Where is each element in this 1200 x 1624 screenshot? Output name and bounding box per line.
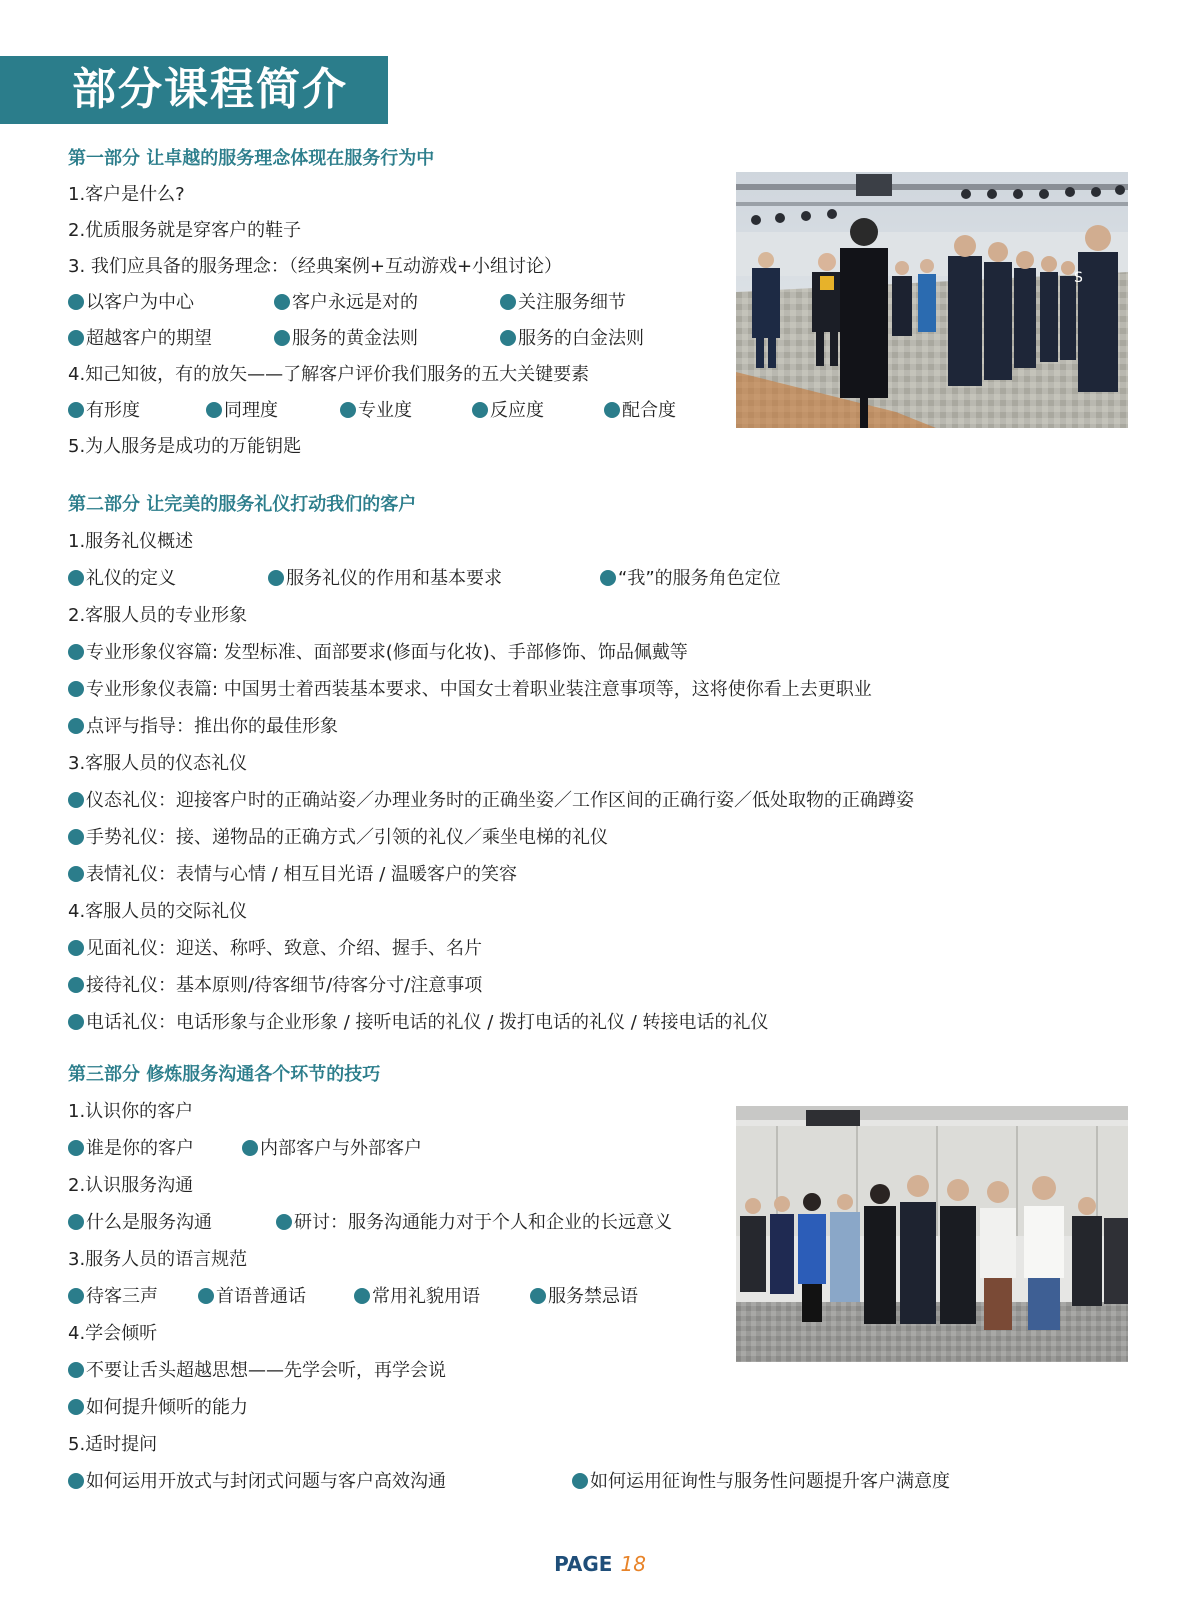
bullet-dot-icon xyxy=(68,1473,84,1489)
bullet-dot-icon xyxy=(274,330,290,346)
part3-bullet: 服务禁忌语 xyxy=(530,1284,638,1310)
part2-line-2: 2.客服人员的专业形象 xyxy=(68,605,248,626)
part2-bullet: 专业形象仪表篇: 中国男士着西装基本要求、中国女士着职业装注意事项等，这将使你看上去更职业 xyxy=(68,677,872,703)
part2-bullet: 专业形象仪容篇: 发型标准、面部要求(修面与化妆)、手部修饰、饰品佩戴等 xyxy=(68,640,688,666)
bullet-dot-icon xyxy=(68,1362,84,1378)
part3-line-4: 4.学会倾听 xyxy=(68,1323,158,1344)
part3-bullet: 待客三声 xyxy=(68,1284,158,1310)
part3-line-3: 3.服务人员的语言规范 xyxy=(68,1249,248,1270)
part3-bullet: 如何提升倾听的能力 xyxy=(68,1395,248,1421)
part1-bullet: 服务的黄金法则 xyxy=(274,326,418,352)
bullet-dot-icon xyxy=(276,1214,292,1230)
part3-bullet: 研讨：服务沟通能力对于个人和企业的长远意义 xyxy=(276,1210,672,1236)
bullet-dot-icon xyxy=(206,402,222,418)
bullet-dot-icon xyxy=(68,718,84,734)
part1-bullet: 专业度 xyxy=(340,398,412,424)
bullet-dot-icon xyxy=(68,829,84,845)
banner-title: 部分课程简介 xyxy=(72,64,348,115)
bullet-dot-icon xyxy=(472,402,488,418)
part3-line-2: 2.认识服务沟通 xyxy=(68,1175,194,1196)
bullet-dot-icon xyxy=(340,402,356,418)
part1-bullet: 超越客户的期望 xyxy=(68,326,212,352)
part1-bullet: 关注服务细节 xyxy=(500,290,626,316)
bullet-dot-icon xyxy=(68,977,84,993)
part1-bullet: 配合度 xyxy=(604,398,676,424)
part1-bullet: 客户永远是对的 xyxy=(274,290,418,316)
part2-bullet: 礼仪的定义 xyxy=(68,566,176,592)
bullet-dot-icon xyxy=(572,1473,588,1489)
part2-heading: 第二部分 让完美的服务礼仪打动我们的客户 xyxy=(68,494,417,515)
bullet-dot-icon xyxy=(68,402,84,418)
part1-line-3: 3. 我们应具备的服务理念：（经典案例+互动游戏+小组讨论） xyxy=(68,256,563,277)
bullet-dot-icon xyxy=(604,402,620,418)
bullet-dot-icon xyxy=(68,1214,84,1230)
bullet-dot-icon xyxy=(68,792,84,808)
bullet-dot-icon xyxy=(68,1288,84,1304)
bullet-dot-icon xyxy=(68,1399,84,1415)
section-banner xyxy=(0,56,388,124)
page-number: 18 xyxy=(620,1552,646,1576)
training-photo-2 xyxy=(736,1106,1128,1362)
bullet-dot-icon xyxy=(68,294,84,310)
part3-bullet: 如何运用征询性与服务性问题提升客户满意度 xyxy=(572,1469,950,1495)
part1-line-4: 4.知己知彼，有的放矢——了解客户评价我们服务的五大关键要素 xyxy=(68,364,590,385)
page-label: PAGE xyxy=(554,1552,613,1576)
part2-bullet: 服务礼仪的作用和基本要求 xyxy=(268,566,502,592)
bullet-dot-icon xyxy=(68,570,84,586)
part3-bullet: 什么是服务沟通 xyxy=(68,1210,212,1236)
part1-bullet: 以客户为中心 xyxy=(68,290,194,316)
bullet-dot-icon xyxy=(68,940,84,956)
bullet-dot-icon xyxy=(68,1014,84,1030)
bullet-dot-icon xyxy=(68,866,84,882)
training-photo-2-image xyxy=(736,1106,1128,1362)
part3-bullet: 如何运用开放式与封闭式问题与客户高效沟通 xyxy=(68,1469,446,1495)
page-footer xyxy=(0,1552,1200,1576)
bullet-dot-icon xyxy=(68,1140,84,1156)
bullet-dot-icon xyxy=(500,294,516,310)
part2-bullet: 仪态礼仪：迎接客户时的正确站姿／办理业务时的正确坐姿／工作区间的正确行姿／低处取物的正确蹲姿 xyxy=(68,788,914,814)
part2-bullet: 电话礼仪：电话形象与企业形象 / 接听电话的礼仪 / 拨打电话的礼仪 / 转接电话的礼仪 xyxy=(68,1010,769,1036)
part1-bullet: 有形度 xyxy=(68,398,140,424)
part2-bullet: 接待礼仪：基本原则/待客细节/待客分寸/注意事项 xyxy=(68,973,482,999)
bullet-dot-icon xyxy=(242,1140,258,1156)
part1-line-5: 5.为人服务是成功的万能钥匙 xyxy=(68,436,302,457)
part1-line-1: 1.客户是什么? xyxy=(68,184,185,205)
part2-bullet: “我”的服务角色定位 xyxy=(600,566,781,592)
training-photo-1-image xyxy=(736,172,1128,428)
part2-bullet: 表情礼仪：表情与心情 / 相互目光语 / 温暖客户的笑容 xyxy=(68,862,517,888)
part2-line-1: 1.服务礼仪概述 xyxy=(68,531,194,552)
part2-bullet: 手势礼仪：接、递物品的正确方式／引领的礼仪／乘坐电梯的礼仪 xyxy=(68,825,608,851)
part2-line-3: 3.客服人员的仪态礼仪 xyxy=(68,753,248,774)
bullet-dot-icon xyxy=(68,681,84,697)
part3-bullet: 内部客户与外部客户 xyxy=(242,1136,422,1162)
bullet-dot-icon xyxy=(68,330,84,346)
bullet-dot-icon xyxy=(530,1288,546,1304)
part2-line-4: 4.客服人员的交际礼仪 xyxy=(68,901,248,922)
part2-bullet: 见面礼仪：迎送、称呼、致意、介绍、握手、名片 xyxy=(68,936,482,962)
part3-bullet: 谁是你的客户 xyxy=(68,1136,194,1162)
part1-bullet: 服务的白金法则 xyxy=(500,326,644,352)
svg-text:S: S xyxy=(1074,270,1083,286)
bullet-dot-icon xyxy=(68,644,84,660)
bullet-dot-icon xyxy=(198,1288,214,1304)
part1-line-2: 2.优质服务就是穿客户的鞋子 xyxy=(68,220,302,241)
part1-heading: 第一部分 让卓越的服务理念体现在服务行为中 xyxy=(68,148,435,169)
part1-bullet: 同理度 xyxy=(206,398,278,424)
bullet-dot-icon xyxy=(268,570,284,586)
training-photo-1 xyxy=(736,172,1128,428)
part1-bullet: 反应度 xyxy=(472,398,544,424)
part3-line-1: 1.认识你的客户 xyxy=(68,1101,194,1122)
part2-bullet: 点评与指导：推出你的最佳形象 xyxy=(68,714,338,740)
part3-bullet: 常用礼貌用语 xyxy=(354,1284,480,1310)
bullet-dot-icon xyxy=(274,294,290,310)
bullet-dot-icon xyxy=(600,570,616,586)
part3-line-5: 5.适时提问 xyxy=(68,1434,158,1455)
part3-heading: 第三部分 修炼服务沟通各个环节的技巧 xyxy=(68,1064,381,1085)
part3-bullet: 不要让舌头超越思想——先学会听，再学会说 xyxy=(68,1358,446,1384)
bullet-dot-icon xyxy=(500,330,516,346)
bullet-dot-icon xyxy=(354,1288,370,1304)
part3-bullet: 首语普通话 xyxy=(198,1284,306,1310)
